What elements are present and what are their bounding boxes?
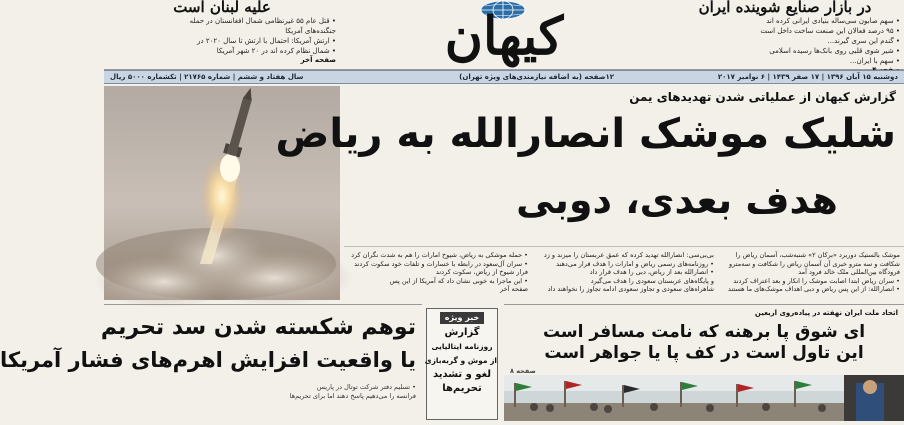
summary-line: • سران آل‌سعود در رابطه با خسارات و تلفات خود سکوت کردند	[354, 259, 528, 268]
summary-column	[350, 251, 528, 301]
lead-headline-line2: هدف بعدی، دوبی	[516, 178, 838, 222]
teaser-right-line: • سهم صابون سی‌ساله بنیادی ایرانی کرده اند	[766, 17, 900, 25]
sanctions-headline-line2: یا واقعیت افزایش اهرم‌های فشار آمریکا	[0, 348, 416, 372]
summary-line: و پایگاه‌های عربستان سعودی را هدف می‌گیرد	[590, 276, 714, 285]
sanctions-story[interactable]	[0, 304, 422, 420]
summary-line: • سران ریاض ابتدا اصابت موشک را انکار و بعد اعتراف کردند	[733, 276, 900, 285]
teaser-right-line: • ۹۵ درصد فعالان این صنعت ساخت داخل است	[760, 27, 900, 35]
arbaeen-page-ref[interactable]: صفحه ۸	[510, 367, 536, 375]
lead-headline-line1: شلیک موشک انصارالله به ریاض	[275, 111, 896, 157]
issue-number: سال هفتاد و ششم | شماره ۲۱۷۶۵ | تکشماره ۵۰۰۰ ریال	[110, 73, 304, 81]
summary-line: فرودگاه بین‌المللی ملک خالد فرود آمد	[798, 268, 900, 276]
teaser-right-headline: در بازار صنایع شوینده ایران	[698, 0, 872, 16]
summary-line: • حمله موشکی به ریاض، شیوخ امارات را هم به شدت نگران کرد	[351, 251, 528, 259]
teaser-left-headline: علیه لبنان است	[173, 0, 271, 16]
summary-line: فرار شیوخ از ریاض، سکوت کردند	[435, 268, 528, 276]
summary-line: شکافت و سه مترو خبری آن آسمان ریاض را شکافت و سه‌مترو	[729, 259, 900, 268]
teaser-right-line: • شیر شوی قلبی روی بانک‌ها رسیده اسلامی	[769, 47, 900, 55]
issue-date: دوشنبه ۱۵ آبان ۱۳۹۶ | ۱۷ صفر ۱۴۳۹ | ۶ نوامبر ۲۰۱۷	[717, 73, 898, 81]
body-line: • تسلیم دفتر شرکت توتال در پاریس	[316, 383, 416, 391]
arbaeen-story[interactable]	[504, 304, 904, 420]
special-news-tag: خبر ویژه	[440, 312, 484, 324]
page-ref[interactable]: صفحه آخر	[500, 285, 528, 293]
box-line: روزنامه ایتالیایی	[431, 342, 493, 351]
teaser-left-line: • قتل عام ۵۵ غیرنظامی شمال افغانستان در حمله	[189, 17, 336, 25]
lead-kicker: گزارش کیهان از عملیاتی شدن تهدیدهای یمن	[629, 90, 896, 104]
teaser-left-page-ref: صفحه آخر	[300, 56, 336, 64]
logo-wordmark: کیهان	[444, 6, 564, 67]
body-line: فرانسه را می‌دهیم پاسخ دهند اما برای تحریم‌ها	[289, 391, 416, 400]
page-count: ۱۲صفحه (به اضافه نیازمندی‌های ویژه تهران)	[459, 73, 614, 81]
masthead-teaser-right[interactable]	[670, 0, 900, 70]
box-line: لغو و تشدید	[432, 369, 492, 380]
teaser-right-line: • گندم این سری گیرند...	[827, 37, 900, 45]
box-line: تحریم‌ها	[442, 383, 482, 394]
summary-line: • این ماجرا به خوبی نشان داد که آمریکا از این پس	[389, 276, 528, 285]
arbaeen-headline-line1: ای شوق پا برهنه که نامت مسافر است	[542, 322, 866, 342]
special-news-box[interactable]	[426, 308, 498, 420]
lead-story-summary	[344, 246, 904, 300]
summary-column	[722, 251, 900, 301]
pilgrims-photo[interactable]	[504, 375, 904, 421]
summary-line: • روزنامه‌های رسمی ریاض و امارات را هدف قرار می‌دهند	[556, 259, 714, 268]
masthead	[104, 0, 904, 70]
arbaeen-headline-line2: این تاول است در کف پا یا جواهر است	[544, 343, 864, 363]
summary-line: • انصارالله بعد از ریاض، دبی را هدف قرار داد	[589, 268, 714, 276]
pilgrims-crowd-illustration	[504, 375, 904, 421]
sanctions-body	[110, 383, 416, 400]
summary-line: بی‌بی‌سی: انصارالله تهدید کرده که عمق عربستان را میزند و زد	[543, 251, 714, 259]
summary-line: شاهراه‌های سعودی و تجاوز سعودی ادامه تجاوز را نخواهند داد	[547, 285, 714, 293]
newspaper-logo[interactable]	[396, 0, 612, 68]
arbaeen-kicker: اتحاد ملت ایران نهفته در پیاده‌روی اربعین	[754, 309, 898, 317]
summary-column	[538, 251, 714, 301]
teaser-left-line: • شمال نظام کرده اند در ۲۰ شهر آمریکا	[216, 47, 336, 55]
lead-story[interactable]	[275, 86, 904, 246]
masthead-teaser-left[interactable]	[108, 0, 336, 70]
teaser-right-line: • سهم با ایران...	[849, 57, 900, 65]
sanctions-headline-line1: توهم شکسته شدن سد تحریم	[100, 315, 416, 340]
teaser-left-line: جنگنده‌های آمریکا	[285, 27, 336, 35]
box-line: از موش و گربه‌بازی	[424, 356, 497, 365]
box-line: گزارش	[444, 327, 480, 338]
date-bar	[104, 70, 904, 84]
summary-line: • انصارالله: از این پس ریاض و دبی اهداف موشک‌های ما هستند	[727, 285, 900, 293]
summary-line: موشک بالستیک دوربرد «برکان ۲» شنبه‌شب، آسمان ریاض را	[735, 251, 900, 259]
teaser-left-line: • ارتش آمریکا: احتمال با ارتش تا سال ۲۰۲۰ در	[197, 37, 336, 45]
